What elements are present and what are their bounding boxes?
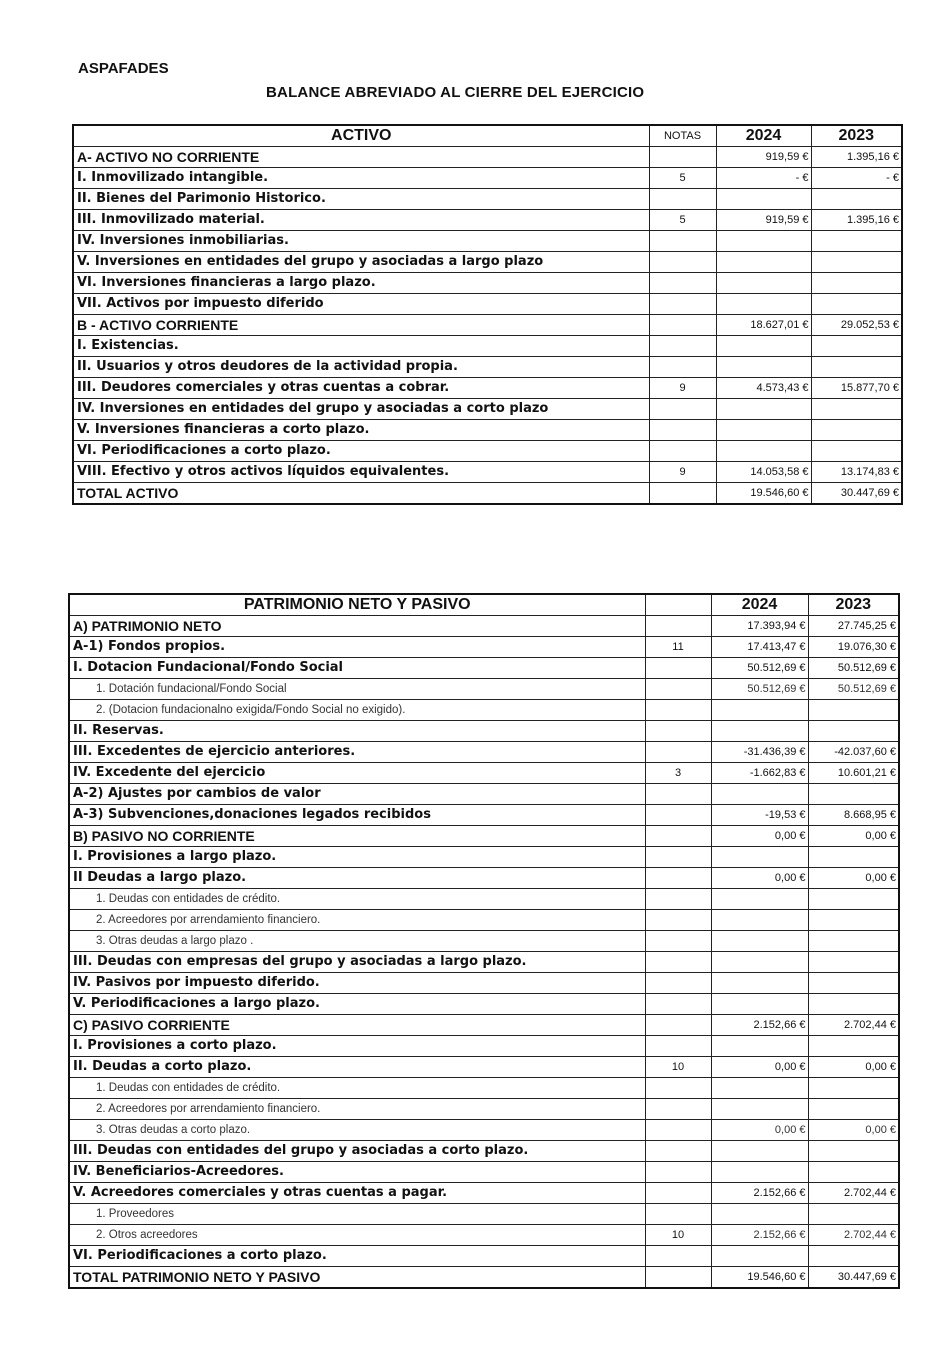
row-notas	[645, 1162, 711, 1183]
row-notas: 9	[649, 462, 716, 483]
row-value-2023: 2.702,44 €	[808, 1225, 899, 1246]
table-row	[69, 868, 899, 889]
row-label: TOTAL PATRIMONIO NETO Y PASIVO	[69, 1267, 645, 1289]
table-row	[73, 252, 902, 273]
row-label: IV. Inversiones inmobiliarias.	[73, 231, 649, 252]
row-notas: 10	[645, 1225, 711, 1246]
row-value-2024: 50.512,69 €	[711, 679, 808, 700]
row-value-2023: 30.447,69 €	[808, 1267, 899, 1289]
row-value-2024: 919,59 €	[716, 147, 811, 168]
row-notas	[645, 1246, 711, 1267]
row-value-2023: 29.052,53 €	[811, 315, 902, 336]
row-label: A- ACTIVO NO CORRIENTE	[73, 147, 649, 168]
row-value-2024	[711, 700, 808, 721]
row-value-2023: 15.877,70 €	[811, 378, 902, 399]
row-value-2023: 1.395,16 €	[811, 147, 902, 168]
row-label: A) PATRIMONIO NETO	[69, 616, 645, 637]
table-row	[73, 168, 902, 189]
row-value-2023: 19.076,30 €	[808, 637, 899, 658]
table-row	[69, 1225, 899, 1246]
row-notas	[649, 294, 716, 315]
row-notas: 5	[649, 168, 716, 189]
row-value-2023	[808, 1204, 899, 1225]
organization-name: ASPAFADES	[78, 60, 169, 77]
row-label: VI. Periodificaciones a corto plazo.	[69, 1246, 645, 1267]
row-notas	[645, 1183, 711, 1204]
row-value-2024	[711, 973, 808, 994]
row-value-2023: 0,00 €	[808, 868, 899, 889]
table-row	[73, 441, 902, 462]
row-label: 1. Dotación fundacional/Fondo Social	[69, 679, 645, 700]
row-value-2023: -42.037,60 €	[808, 742, 899, 763]
row-value-2023	[811, 189, 902, 210]
table-row	[69, 1162, 899, 1183]
row-value-2024	[716, 399, 811, 420]
row-value-2023	[811, 336, 902, 357]
row-value-2023	[808, 721, 899, 742]
table-row	[69, 973, 899, 994]
table-row	[69, 637, 899, 658]
row-notas	[645, 784, 711, 805]
column-header-notas: NOTAS	[649, 125, 716, 147]
row-label: A-2) Ajustes por cambios de valor	[69, 784, 645, 805]
row-notas	[649, 357, 716, 378]
row-label: II. Usuarios y otros deudores de la actividad propia.	[73, 357, 649, 378]
row-label: 1. Deudas con entidades de crédito.	[69, 889, 645, 910]
table-row	[73, 378, 902, 399]
table-row	[69, 658, 899, 679]
row-label: III. Deudores comerciales y otras cuentas a cobrar.	[73, 378, 649, 399]
row-notas	[645, 994, 711, 1015]
row-value-2024	[711, 1099, 808, 1120]
table-row	[69, 952, 899, 973]
row-notas	[645, 952, 711, 973]
activo-table	[72, 124, 903, 505]
row-value-2023	[808, 784, 899, 805]
row-value-2023: 1.395,16 €	[811, 210, 902, 231]
row-label: III. Excedentes de ejercicio anteriores.	[69, 742, 645, 763]
row-label: IV. Beneficiarios-Acreedores.	[69, 1162, 645, 1183]
table-row	[73, 189, 902, 210]
row-notas	[645, 1099, 711, 1120]
row-value-2023: 10.601,21 €	[808, 763, 899, 784]
row-value-2023: 13.174,83 €	[811, 462, 902, 483]
row-value-2023	[808, 994, 899, 1015]
row-value-2023	[808, 1099, 899, 1120]
row-value-2024	[711, 1036, 808, 1057]
row-notas	[649, 315, 716, 336]
row-value-2024: 17.393,94 €	[711, 616, 808, 637]
activo-table-body	[73, 147, 902, 505]
row-label: II. Reservas.	[69, 721, 645, 742]
row-label: I. Provisiones a corto plazo.	[69, 1036, 645, 1057]
row-value-2023: 50.512,69 €	[808, 658, 899, 679]
row-value-2023	[811, 357, 902, 378]
row-notas: 5	[649, 210, 716, 231]
row-label: 1. Proveedores	[69, 1204, 645, 1225]
patrimonio-pasivo-table-body	[69, 616, 899, 1289]
row-value-2023: 8.668,95 €	[808, 805, 899, 826]
row-value-2024: 919,59 €	[716, 210, 811, 231]
row-notas	[645, 910, 711, 931]
row-notas: 10	[645, 1057, 711, 1078]
row-value-2024	[711, 952, 808, 973]
row-value-2023	[808, 931, 899, 952]
row-value-2024	[711, 784, 808, 805]
row-notas	[649, 252, 716, 273]
row-value-2024: 2.152,66 €	[711, 1183, 808, 1204]
row-value-2024: 2.152,66 €	[711, 1015, 808, 1036]
row-label: A-3) Subvenciones,donaciones legados recibidos	[69, 805, 645, 826]
row-value-2023	[808, 847, 899, 868]
table-row	[69, 679, 899, 700]
row-value-2024: 0,00 €	[711, 868, 808, 889]
column-header-patrimonio-pasivo: PATRIMONIO NETO Y PASIVO	[69, 594, 645, 616]
row-notas	[645, 1204, 711, 1225]
row-label: I. Existencias.	[73, 336, 649, 357]
row-value-2024	[711, 847, 808, 868]
row-label: V. Inversiones financieras a corto plazo.	[73, 420, 649, 441]
row-value-2023: 27.745,25 €	[808, 616, 899, 637]
row-label: IV. Inversiones en entidades del grupo y asociadas a corto plazo	[73, 399, 649, 420]
table-row	[69, 1183, 899, 1204]
row-label: VIII. Efectivo y otros activos líquidos equivalentes.	[73, 462, 649, 483]
row-notas	[645, 1015, 711, 1036]
row-label: 2. Acreedores por arrendamiento financiero.	[69, 910, 645, 931]
row-value-2023: 50.512,69 €	[808, 679, 899, 700]
row-label: II Deudas a largo plazo.	[69, 868, 645, 889]
row-notas	[649, 336, 716, 357]
row-value-2024: 2.152,66 €	[711, 1225, 808, 1246]
row-value-2023	[811, 399, 902, 420]
row-notas	[649, 420, 716, 441]
row-value-2024: 19.546,60 €	[716, 483, 811, 505]
row-label: 3. Otras deudas a largo plazo .	[69, 931, 645, 952]
column-header-2024: 2024	[711, 594, 808, 616]
table-row	[73, 420, 902, 441]
row-value-2023	[808, 700, 899, 721]
row-notas	[649, 441, 716, 462]
row-value-2024	[716, 441, 811, 462]
row-value-2023	[808, 889, 899, 910]
row-notas	[645, 742, 711, 763]
table-row	[73, 462, 902, 483]
table-row	[73, 315, 902, 336]
row-notas	[645, 1078, 711, 1099]
row-notas	[645, 889, 711, 910]
row-label: TOTAL ACTIVO	[73, 483, 649, 505]
row-notas	[649, 147, 716, 168]
row-label: I. Inmovilizado intangible.	[73, 168, 649, 189]
row-value-2024	[716, 294, 811, 315]
row-label: VI. Periodificaciones a corto plazo.	[73, 441, 649, 462]
row-label: II. Deudas a corto plazo.	[69, 1057, 645, 1078]
row-value-2023	[808, 1036, 899, 1057]
table-row	[69, 616, 899, 637]
row-value-2024: - €	[716, 168, 811, 189]
row-notas	[645, 616, 711, 637]
table-row	[73, 357, 902, 378]
table-row	[69, 1141, 899, 1162]
table-row	[69, 784, 899, 805]
table-row	[69, 742, 899, 763]
table-row	[69, 763, 899, 784]
row-label: B) PASIVO NO CORRIENTE	[69, 826, 645, 847]
table-row	[73, 399, 902, 420]
table-row	[73, 294, 902, 315]
row-value-2024	[716, 357, 811, 378]
column-header-2024: 2024	[716, 125, 811, 147]
row-value-2023	[808, 1246, 899, 1267]
row-notas	[645, 1141, 711, 1162]
row-value-2024	[711, 910, 808, 931]
row-value-2023	[808, 1141, 899, 1162]
table-row	[73, 273, 902, 294]
row-label: III. Deudas con empresas del grupo y asociadas a largo plazo.	[69, 952, 645, 973]
row-value-2024	[711, 1204, 808, 1225]
row-value-2024	[711, 994, 808, 1015]
row-value-2024: 4.573,43 €	[716, 378, 811, 399]
row-value-2023	[811, 252, 902, 273]
row-value-2023: 0,00 €	[808, 1120, 899, 1141]
row-notas	[645, 1036, 711, 1057]
column-header-2023: 2023	[808, 594, 899, 616]
row-value-2024: 17.413,47 €	[711, 637, 808, 658]
row-value-2023	[811, 420, 902, 441]
table-row	[69, 826, 899, 847]
table-row	[69, 931, 899, 952]
column-header-2023: 2023	[811, 125, 902, 147]
row-notas	[649, 399, 716, 420]
row-notas	[645, 868, 711, 889]
row-notas	[645, 973, 711, 994]
row-label: VII. Activos por impuesto diferido	[73, 294, 649, 315]
row-value-2024: 0,00 €	[711, 826, 808, 847]
row-notas	[645, 826, 711, 847]
table-row	[69, 889, 899, 910]
row-value-2023: 0,00 €	[808, 826, 899, 847]
row-label: C) PASIVO CORRIENTE	[69, 1015, 645, 1036]
row-notas	[645, 700, 711, 721]
row-label: IV. Pasivos por impuesto diferido.	[69, 973, 645, 994]
table-row	[69, 1099, 899, 1120]
row-label: I. Dotacion Fundacional/Fondo Social	[69, 658, 645, 679]
row-value-2023	[811, 441, 902, 462]
row-value-2023: 30.447,69 €	[811, 483, 902, 505]
patrimonio-pasivo-table	[68, 593, 900, 1289]
row-label: V. Acreedores comerciales y otras cuentas a pagar.	[69, 1183, 645, 1204]
row-value-2023: - €	[811, 168, 902, 189]
column-header-activo: ACTIVO	[73, 125, 649, 147]
row-notas	[645, 1120, 711, 1141]
row-notas	[649, 189, 716, 210]
table-row	[69, 1204, 899, 1225]
row-value-2024	[711, 1246, 808, 1267]
column-header-notas	[645, 594, 711, 616]
row-value-2024: 50.512,69 €	[711, 658, 808, 679]
row-value-2024	[716, 420, 811, 441]
row-notas	[645, 931, 711, 952]
row-value-2024	[716, 189, 811, 210]
row-value-2024: 14.053,58 €	[716, 462, 811, 483]
row-label: VI. Inversiones financieras a largo plazo.	[73, 273, 649, 294]
row-notas	[649, 231, 716, 252]
table-row	[69, 1036, 899, 1057]
table-row	[73, 210, 902, 231]
row-notas	[645, 721, 711, 742]
row-value-2023	[808, 952, 899, 973]
table-row	[69, 910, 899, 931]
row-value-2024	[711, 1141, 808, 1162]
row-notas	[649, 273, 716, 294]
row-value-2023	[808, 973, 899, 994]
document-title: BALANCE ABREVIADO AL CIERRE DEL EJERCICIO	[266, 84, 645, 101]
table-header-row	[73, 125, 902, 147]
row-notas	[645, 847, 711, 868]
table-row	[69, 1078, 899, 1099]
row-label: 1. Deudas con entidades de crédito.	[69, 1078, 645, 1099]
row-value-2024	[711, 889, 808, 910]
row-value-2023	[811, 273, 902, 294]
row-value-2024: 18.627,01 €	[716, 315, 811, 336]
row-value-2024	[711, 931, 808, 952]
row-value-2024	[711, 1078, 808, 1099]
row-value-2023	[808, 1078, 899, 1099]
table-row	[69, 1015, 899, 1036]
row-value-2024	[711, 1162, 808, 1183]
row-value-2023: 2.702,44 €	[808, 1015, 899, 1036]
row-value-2024	[711, 721, 808, 742]
row-label: II. Bienes del Parimonio Historico.	[73, 189, 649, 210]
row-notas	[645, 679, 711, 700]
row-label: 2. (Dotacion fundacionalno exigida/Fondo Social no exigido).	[69, 700, 645, 721]
row-value-2024: 0,00 €	[711, 1057, 808, 1078]
row-label: IV. Excedente del ejercicio	[69, 763, 645, 784]
row-label: I. Provisiones a largo plazo.	[69, 847, 645, 868]
row-value-2024	[716, 336, 811, 357]
table-row	[69, 847, 899, 868]
row-value-2024: -31.436,39 €	[711, 742, 808, 763]
row-notas: 9	[649, 378, 716, 399]
row-label: III. Deudas con entidades del grupo y asociadas a corto plazo.	[69, 1141, 645, 1162]
table-row	[73, 231, 902, 252]
row-notas: 11	[645, 637, 711, 658]
table-row	[69, 1120, 899, 1141]
row-notas	[645, 805, 711, 826]
row-value-2024	[716, 273, 811, 294]
row-notas: 3	[645, 763, 711, 784]
row-label: V. Inversiones en entidades del grupo y asociadas a largo plazo	[73, 252, 649, 273]
row-label: V. Periodificaciones a largo plazo.	[69, 994, 645, 1015]
row-value-2023: 2.702,44 €	[808, 1183, 899, 1204]
row-value-2023: 0,00 €	[808, 1057, 899, 1078]
table-row	[73, 147, 902, 168]
row-value-2024	[716, 231, 811, 252]
table-row	[69, 721, 899, 742]
row-value-2023	[808, 1162, 899, 1183]
row-notas	[645, 1267, 711, 1289]
table-row	[69, 700, 899, 721]
row-label: B - ACTIVO CORRIENTE	[73, 315, 649, 336]
row-value-2023	[811, 294, 902, 315]
row-value-2023	[808, 910, 899, 931]
table-header-row	[69, 594, 899, 616]
row-label: A-1) Fondos propios.	[69, 637, 645, 658]
row-label: 2. Otros acreedores	[69, 1225, 645, 1246]
row-value-2023	[811, 231, 902, 252]
row-label: 2. Acreedores por arrendamiento financiero.	[69, 1099, 645, 1120]
table-row	[69, 1057, 899, 1078]
row-notas	[649, 483, 716, 505]
row-value-2024: 0,00 €	[711, 1120, 808, 1141]
row-notas	[645, 658, 711, 679]
table-row	[69, 1267, 899, 1289]
row-label: 3. Otras deudas a corto plazo.	[69, 1120, 645, 1141]
table-row	[73, 483, 902, 505]
table-row	[69, 805, 899, 826]
table-row	[69, 1246, 899, 1267]
row-value-2024: -19,53 €	[711, 805, 808, 826]
table-row	[69, 994, 899, 1015]
table-row	[73, 336, 902, 357]
row-value-2024: -1.662,83 €	[711, 763, 808, 784]
row-label: III. Inmovilizado material.	[73, 210, 649, 231]
row-value-2024: 19.546,60 €	[711, 1267, 808, 1289]
row-value-2024	[716, 252, 811, 273]
